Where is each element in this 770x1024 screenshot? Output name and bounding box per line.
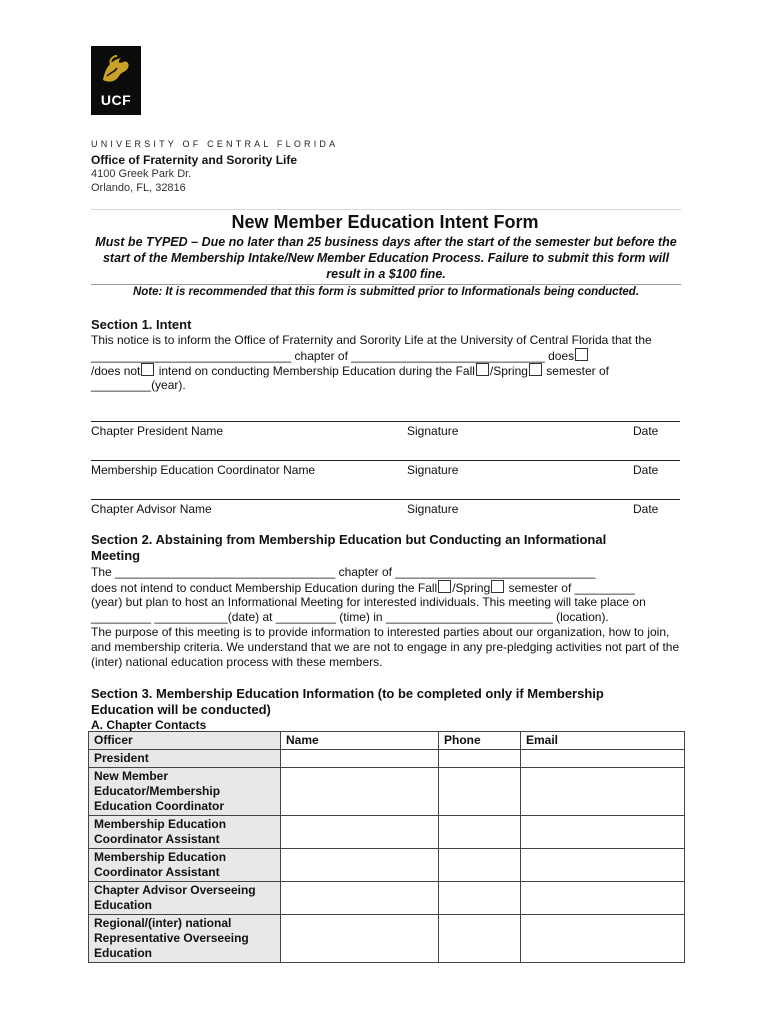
email-cell[interactable] [521, 915, 685, 963]
form-title: New Member Education Intent Form [231, 212, 539, 232]
email-cell[interactable] [521, 768, 685, 816]
date-label: Date [633, 424, 659, 438]
coordinator-name-label: Membership Education Coordinator Name [91, 463, 316, 477]
column-header: Name [281, 732, 439, 750]
table-row [89, 750, 685, 768]
name-cell[interactable] [281, 849, 439, 882]
chapter-contacts-heading: A. Chapter Contacts [91, 718, 207, 732]
officer-cell: New Member Educator/Membership Education Coordinator [89, 768, 281, 816]
form-subtitle: Must be TYPED – Due no later than 25 business days after the start of the semester but before the start of the Membership Intake/New Member Education Process. Failure to submit this form will result in a $100 fine. [95, 235, 677, 281]
phone-cell[interactable] [439, 915, 521, 963]
table-row [89, 849, 685, 882]
phone-cell[interactable] [439, 768, 521, 816]
email-cell[interactable] [521, 816, 685, 849]
signature-line[interactable] [91, 460, 680, 461]
name-cell[interactable] [281, 768, 439, 816]
signature-line[interactable] [91, 421, 680, 422]
date-label: Date [633, 463, 659, 477]
email-cell[interactable] [521, 849, 685, 882]
signature-label: Signature [407, 463, 459, 477]
officer-cell: Chapter Advisor Overseeing Education [89, 882, 281, 915]
name-cell[interactable] [281, 882, 439, 915]
section2-heading: Section 2. Abstaining from Membership Education but Conducting an Informational Meeting [91, 532, 607, 563]
logo-text: UCF [100, 92, 132, 108]
ucf-logo [91, 46, 141, 115]
column-header: Officer [89, 732, 281, 750]
form-note: Note: It is recommended that this form is submitted prior to Informationals being conducted. [132, 286, 640, 298]
section1-line1: This notice is to inform the Office of Fraternity and Sorority Life at the University of Central Florida that the [91, 333, 652, 347]
officer-cell: President [89, 750, 281, 768]
column-header: Phone [439, 732, 521, 750]
president-name-label: Chapter President Name [91, 424, 224, 438]
spring-label: /Spring [452, 581, 491, 595]
section2-paragraph: The purpose of this meeting is to provide information to interested parties about our organization, how to join, and membership criteria. We understand that we are not to engage in any pre-pledging activities not part of the (inter) national education process with these members. [91, 625, 680, 669]
fall-checkbox[interactable] [476, 363, 489, 376]
name-cell[interactable] [281, 816, 439, 849]
section1-line2-text[interactable]: ______________________________ chapter of _____________________________ does [91, 349, 575, 363]
phone-cell[interactable] [439, 849, 521, 882]
section1-line2 [91, 348, 661, 364]
does-not-checkbox[interactable] [141, 363, 154, 376]
fall-checkbox-2[interactable] [438, 580, 451, 593]
pegasus-icon [97, 50, 135, 90]
advisor-name-label: Chapter Advisor Name [91, 502, 212, 516]
email-cell[interactable] [521, 882, 685, 915]
does-checkbox[interactable] [575, 348, 588, 361]
section2-line1[interactable]: The _________________________________ chapter of ______________________________ [91, 565, 596, 579]
address-line-1: 4100 Greek Park Dr. [91, 168, 192, 180]
section1-line3 [91, 363, 681, 379]
email-cell[interactable] [521, 750, 685, 768]
section2-line3: (year) but plan to host an Informational Meeting for interested individuals. This meeting will take place on [91, 595, 646, 609]
semester-label: semester of [542, 364, 609, 378]
section2-line2 [91, 580, 681, 596]
spring-label: /Spring [489, 364, 528, 378]
signature-line[interactable] [91, 499, 680, 500]
signature-label: Signature [407, 424, 459, 438]
officer-cell: Membership Education Coordinator Assistant [89, 816, 281, 849]
phone-cell[interactable] [439, 816, 521, 849]
officer-cell: Regional/(inter) national Representative Overseeing Education [89, 915, 281, 963]
divider [91, 209, 681, 210]
phone-cell[interactable] [439, 882, 521, 915]
signature-label: Signature [407, 502, 459, 516]
name-cell[interactable] [281, 915, 439, 963]
divider [91, 284, 681, 285]
semester-field[interactable]: semester of _________ [505, 581, 635, 595]
contacts-table [88, 731, 685, 963]
university-name: UNIVERSITY OF CENTRAL FLORIDA [91, 139, 339, 149]
table-row [89, 915, 685, 963]
table-row [89, 816, 685, 849]
officer-cell: Membership Education Coordinator Assistant [89, 849, 281, 882]
section2-line2-text: does not intend to conduct Membership Education during the Fall [91, 581, 438, 595]
does-not-label: /does not [91, 364, 141, 378]
year-field[interactable]: _________(year). [91, 378, 186, 392]
intend-text: intend on conducting Membership Education during the Fall [155, 364, 475, 378]
section3-heading: Section 3. Membership Education Information (to be completed only if Membership Education will be conducted) [91, 686, 604, 717]
table-row [89, 768, 685, 816]
office-name: Office of Fraternity and Sorority Life [91, 153, 298, 167]
spring-checkbox[interactable] [529, 363, 542, 376]
address-line-2: Orlando, FL, 32816 [91, 182, 186, 194]
section1-heading: Section 1. Intent [91, 317, 192, 332]
section2-line4[interactable]: _________ ___________(date) at _________ (time) in _________________________ (location). [91, 610, 609, 624]
phone-cell[interactable] [439, 750, 521, 768]
name-cell[interactable] [281, 750, 439, 768]
column-header: Email [521, 732, 685, 750]
spring-checkbox-2[interactable] [491, 580, 504, 593]
table-row [89, 882, 685, 915]
date-label: Date [633, 502, 659, 516]
table-header-row [89, 732, 685, 750]
